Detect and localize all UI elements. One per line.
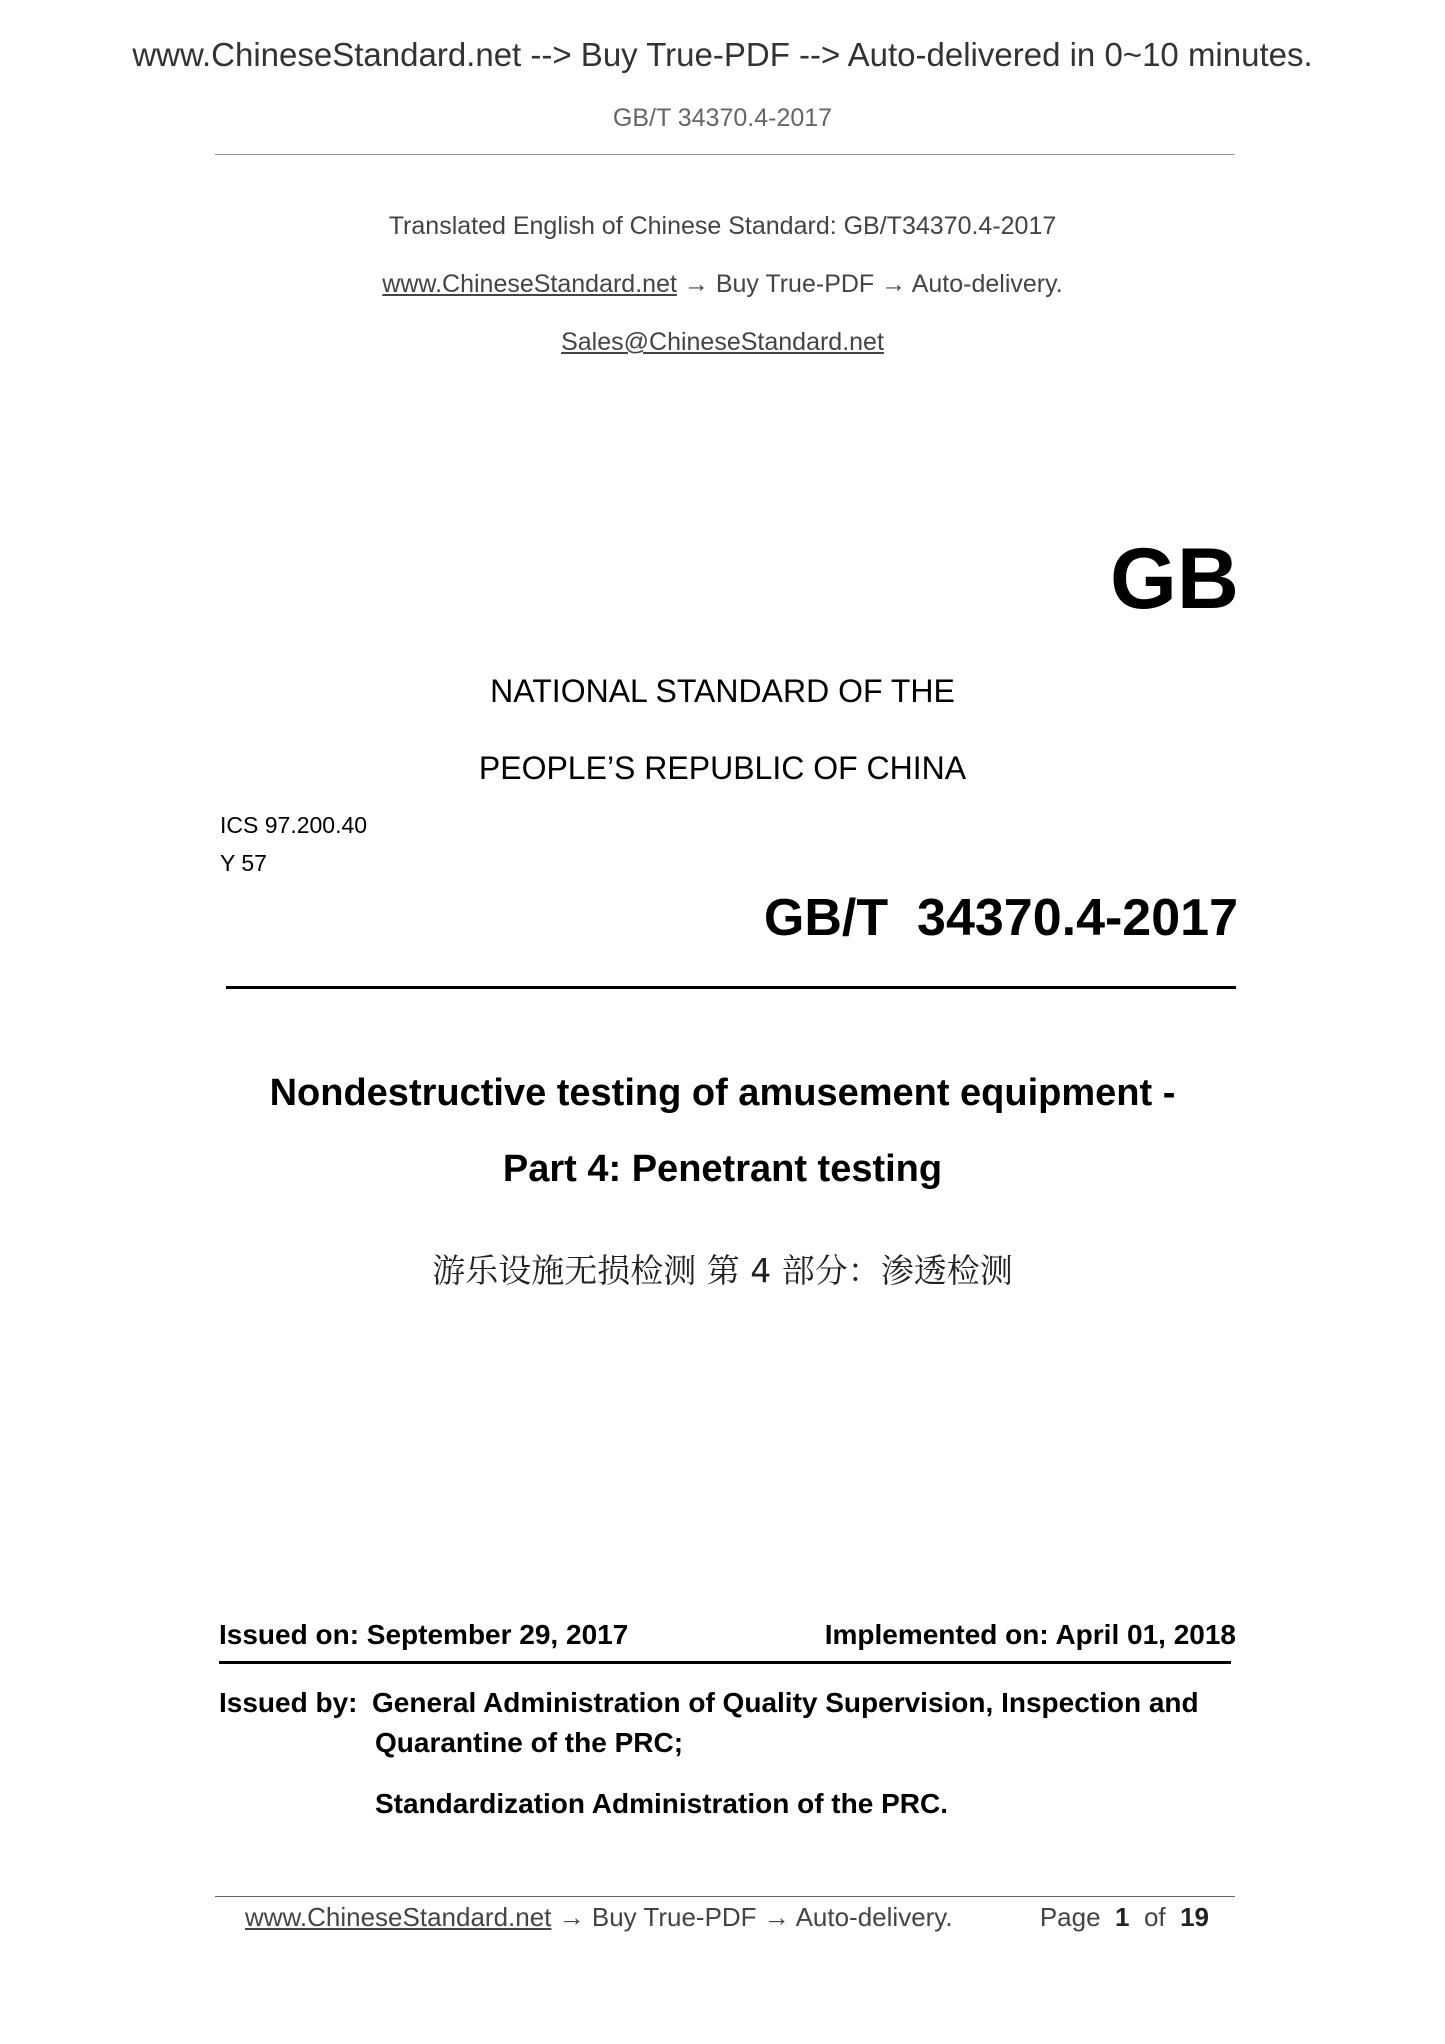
dates-divider [219, 1661, 1231, 1664]
page-indicator [1040, 1902, 1209, 1933]
page-of: of [1143, 1902, 1166, 1932]
standard-number-divider [226, 986, 1236, 989]
sales-line [0, 328, 1445, 357]
header-divider [215, 154, 1235, 155]
sales-email-link[interactable]: Sales@ChineseStandard.net [561, 328, 884, 356]
implemented-on-date: Implemented on: April 01, 2018 [824, 1619, 1236, 1650]
site-link[interactable]: www.ChineseStandard.net [382, 270, 677, 298]
page-total: 19 [1180, 1902, 1209, 1932]
ics-code: ICS 97.200.40 [220, 812, 368, 838]
top-banner: www.ChineseStandard.net --> Buy True-PDF --> Auto-delivered in 0~10 minutes. [132, 36, 1313, 73]
national-standard-line-2: PEOPLE’S REPUBLIC OF CHINA [478, 750, 967, 786]
national-standard-line-1: NATIONAL STANDARD OF THE [490, 673, 955, 709]
issuer-line-1: General Administration of Quality Supervision, Inspection and [372, 1687, 1199, 1718]
issued-on-date: Issued on: September 29, 2017 [219, 1619, 629, 1650]
standard-number: GB/T 34370.4-2017 [763, 889, 1238, 947]
title-chinese: 游乐设施无损检测 第 4 部分：渗透检测 [432, 1251, 1013, 1290]
issuer-line-3: Standardization Administration of the PRC. [375, 1788, 948, 1819]
gb-mark: GB [1110, 531, 1239, 627]
issued-by-label: Issued by: [219, 1687, 358, 1718]
issuer-line-2: Quarantine of the PRC; [375, 1727, 684, 1758]
page-current: 1 [1115, 1902, 1130, 1932]
ccs-code: Y 57 [220, 850, 267, 876]
footer-site-link[interactable]: www.ChineseStandard.net [245, 1902, 552, 1932]
header-standard-code: GB/T 34370.4-2017 [612, 104, 833, 132]
title-line-1: Nondestructive testing of amusement equipment - [269, 1072, 1176, 1114]
delivery-line [0, 270, 1445, 299]
page-label: Page [1039, 1902, 1101, 1932]
footer-delivery-line [245, 1902, 953, 1933]
delivery-text: → Buy True-PDF → Auto-delivery. [676, 270, 1063, 298]
footer-delivery-text: → Buy True-PDF → Auto-delivery. [551, 1902, 953, 1932]
title-line-2: Part 4: Penetrant testing [502, 1148, 943, 1190]
footer-divider [215, 1896, 1235, 1897]
translation-note: Translated English of Chinese Standard: GB/T34370.4-2017 [388, 212, 1057, 240]
